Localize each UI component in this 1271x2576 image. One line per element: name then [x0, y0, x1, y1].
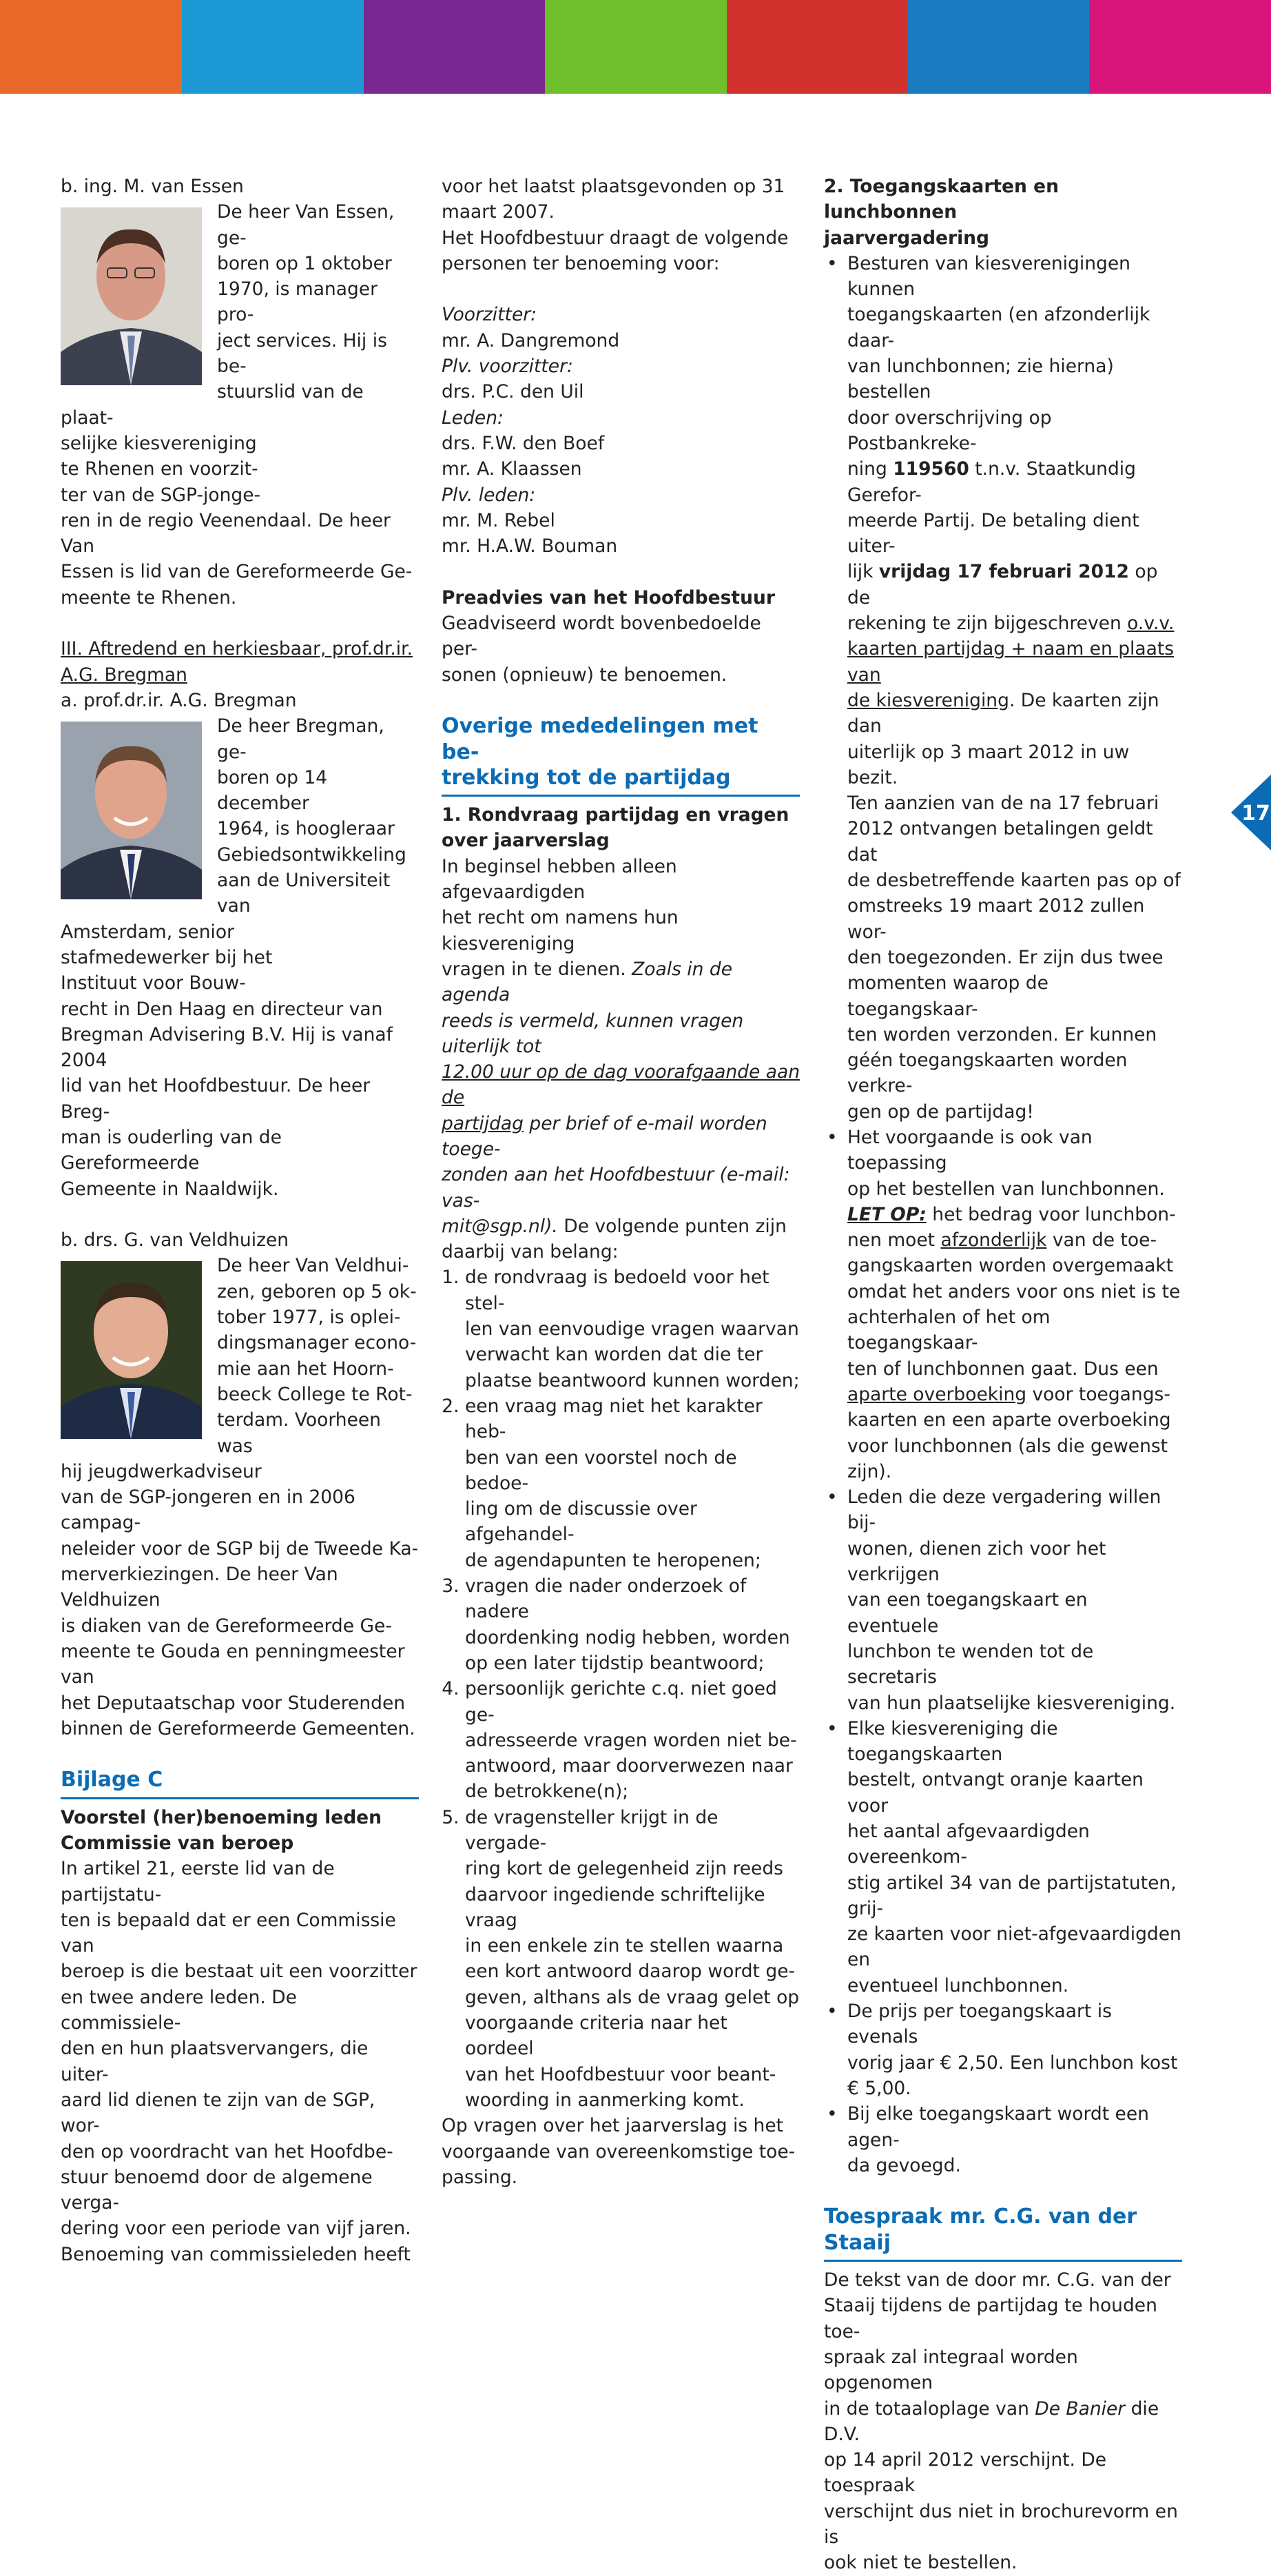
text-line: dingsmanager econo-: [217, 1332, 417, 1354]
text-run: lijk: [847, 561, 879, 583]
text-line: In beginsel hebben alleen afgevaardigden: [442, 855, 677, 903]
voorzitter-label: Voorzitter:: [442, 304, 537, 326]
color-bar-segment: [1089, 0, 1271, 94]
text-line: Benoeming van commissieleden heeft: [61, 2243, 411, 2265]
lid-name: mr. A. Klaassen: [442, 458, 582, 480]
text-line: meente te Gouda en penningmeester van: [61, 1640, 405, 1688]
page-number: 17: [1241, 801, 1270, 826]
text-line: voor het laatst plaatsgevonden op 31: [442, 176, 785, 197]
candidate-heading: b. drs. G. van Veldhuizen: [61, 1229, 289, 1251]
text-line: lid van het Hoofdbestuur. De heer Breg-: [61, 1075, 371, 1123]
portrait-van-veldhuizen: [61, 1261, 202, 1439]
text-line: • Bij elke toegangskaart wordt een agen-: [847, 2103, 1149, 2151]
page-number-tab: [1231, 775, 1271, 850]
text-line: 2012 ontvangen betalingen geldt dat: [847, 818, 1153, 866]
color-bar-segment: [908, 0, 1089, 94]
text-line: ling om de discussie over afgehandel-: [465, 1498, 697, 1546]
text-line: • Elke kiesvereniging die toegangskaarten: [847, 1717, 1058, 1766]
text-line: vorig jaar € 2,50. Een lunchbon kost: [847, 2052, 1178, 2074]
color-bar-segment: [727, 0, 908, 94]
text-line: verwacht kan worden dat die ter: [465, 1344, 763, 1366]
text-line: [824, 2396, 1182, 2448]
text-line: bestelt, ontvangt oranje kaarten voor: [847, 1769, 1144, 1817]
text-line: [847, 1382, 1182, 1407]
text-line: da gevoegd.: [847, 2154, 961, 2176]
text-line: Gemeente in Naaldwijk.: [61, 1178, 279, 1200]
text-line: ter van de SGP-jonge-: [61, 484, 261, 506]
text-line: ring kort de gelegenheid zijn reeds: [465, 1858, 783, 1880]
candidate-heading: a. prof.dr.ir. A.G. Bregman: [61, 689, 297, 711]
text-line: door overschrijving op Postbankreke-: [847, 407, 1052, 454]
text-line: Bregman Advisering B.V. Hij is vanaf 2004: [61, 1023, 393, 1072]
text-line: [847, 1202, 1182, 1227]
text-line: selijke kiesvereniging: [61, 432, 257, 454]
text-run: vragen in te dienen.: [442, 958, 632, 980]
text-line: [847, 688, 1182, 739]
text-line: [847, 611, 1182, 636]
text-line: 1. de rondvraag is bedoeld voor het stel-: [465, 1267, 769, 1314]
text-run: Zoals in de agenda: [442, 958, 732, 1006]
column-2: [442, 174, 800, 2190]
text-line: geven, althans als de vraag gelet op: [465, 1986, 800, 2008]
toegang-bullets: [824, 251, 1182, 2178]
plv-lid-name: mr. M. Rebel: [442, 509, 555, 531]
text-line: het recht om namens hun kiesvereniging: [442, 907, 679, 954]
color-bar-segment: [0, 0, 182, 94]
text-line: is diaken van de Gereformeerde Ge-: [61, 1615, 392, 1637]
overige-heading: Overige mededelingen met be-: [442, 714, 758, 764]
text-line: • De prijs per toegangskaart is evenals: [847, 2001, 1112, 2048]
text-line: Op vragen over het jaarverslag is het: [442, 2115, 784, 2137]
text-line: Geadviseerd wordt bovenbedoelde per-: [442, 613, 761, 660]
text-line: boren op 14 december: [217, 766, 328, 815]
text-line: 12.00 uur op de dag voorafgaande aan de: [442, 1061, 800, 1109]
list-item: [847, 251, 1182, 1125]
text-line: zijn).: [847, 1460, 892, 1482]
list-item: [847, 1484, 1182, 1716]
text-line: ook niet te bestellen.: [824, 2552, 1017, 2574]
plv-leden-label: Plv. leden:: [442, 484, 536, 506]
text-line: Instituut voor Bouw-: [61, 972, 246, 994]
text-line: van het Hoofdbestuur voor beant-: [465, 2063, 776, 2085]
section-heading-iii-name: A.G. Bregman: [61, 664, 187, 686]
text-line: daarbij van belang:: [442, 1241, 619, 1263]
text-line: de agendapunten te heropenen;: [465, 1549, 761, 1571]
text-line: Amsterdam, senior: [61, 921, 234, 943]
text-line: len van eenvoudige vragen waarvan: [465, 1318, 799, 1340]
leden-label: Leden:: [442, 407, 504, 429]
candidate-heading: b. ing. M. van Essen: [61, 176, 244, 197]
list-item: [465, 1805, 800, 2114]
text-line: géén toegangskaarten worden verkre-: [847, 1050, 1128, 1097]
text-line: merverkiezingen. De heer Van Veldhuizen: [61, 1564, 338, 1611]
text-line: 2. een vraag mag niet het karakter heb-: [465, 1395, 763, 1443]
text-line: 4. persoonlijk gerichte c.q. niet goed ge-: [465, 1678, 777, 1726]
text-line: voor lunchbonnen (als die gewenst: [847, 1435, 1168, 1457]
text-line: 1964, is hoogleraar: [217, 818, 395, 840]
text-line: voorgaande van overeenkomstige toe-: [442, 2140, 796, 2163]
lid-name: drs. F.W. den Boef: [442, 432, 605, 454]
color-bar: [0, 0, 1271, 94]
text-line: • Besturen van kiesverenigingen kunnen: [847, 252, 1130, 300]
color-bar-segment: [545, 0, 727, 94]
text-line: woording in aanmerking komt.: [465, 2089, 745, 2111]
text-line: • Het voorgaande is ook van toepassing: [847, 1126, 1093, 1174]
text-line: 1970, is manager pro-: [217, 278, 378, 326]
text-line: van de SGP-jongeren en in 2006 campag-: [61, 1486, 355, 1534]
list-item: [465, 1676, 800, 1804]
text-run: 119560: [893, 458, 969, 480]
text-line: beroep is die bestaat uit een voorzitter: [61, 1961, 417, 1983]
text-run: o.v.v.: [1127, 613, 1175, 635]
text-line: de desbetreffende kaarten pas op of: [847, 870, 1181, 892]
preadvies-heading: Preadvies van het Hoofdbestuur: [442, 586, 775, 609]
text-line: stuur benoemd door de algemene verga-: [61, 2166, 373, 2214]
rondvraag-heading-2: over jaarverslag: [442, 830, 610, 852]
text-line: een kort antwoord daarop wordt ge-: [465, 1961, 796, 1983]
text-line: ten worden verzonden. Er kunnen: [847, 1023, 1157, 1045]
text-line: [442, 1111, 800, 1163]
text-line: achterhalen of het om toegangskaar-: [847, 1307, 1051, 1354]
text-line: reeds is vermeld, kunnen vragen uiterlijk tot: [442, 1010, 744, 1057]
text-line: in een enkele zin te stellen waarna: [465, 1935, 784, 1957]
text-run: in de totaaloplage van: [824, 2398, 1035, 2420]
color-bar-segment: [182, 0, 364, 94]
text-line: op het bestellen van lunchbonnen.: [847, 1178, 1165, 1200]
list-item: [847, 1716, 1182, 1999]
list-item: [847, 1999, 1182, 2101]
heading-rule: [61, 1797, 419, 1799]
text-line: antwoord, maar doorverwezen naar: [465, 1755, 793, 1777]
list-item: [847, 1125, 1182, 1484]
text-run: mit@sgp.nl).: [442, 1215, 558, 1237]
voorstel-heading-2: Commissie van beroep: [61, 1832, 294, 1854]
plv-voorzitter-label: Plv. voorzitter:: [442, 356, 573, 378]
text-line: het aantal afgevaardigden overeenkom-: [847, 1821, 1090, 1868]
text-line: [442, 1214, 800, 1239]
text-line: aan de Universiteit van: [217, 870, 391, 917]
text-line: wonen, dienen zich voor het verkrijgen: [847, 1537, 1106, 1586]
text-line: boren op 1 oktober: [217, 252, 392, 274]
text-line: den op voordracht van het Hoofdbe-: [61, 2140, 393, 2163]
text-line: ren in de regio Veenendaal. De heer Van: [61, 509, 391, 558]
overige-heading-2: trekking tot de partijdag: [442, 765, 731, 790]
text-run: per brief of e-mail worden toege-: [442, 1112, 767, 1160]
heading-rule: [442, 795, 800, 797]
text-line: kaarten partijdag + naam en plaats van: [847, 638, 1175, 686]
plv-voorzitter-name: drs. P.C. den Uil: [442, 381, 584, 403]
text-line: dering voor een periode van vijf jaren.: [61, 2218, 411, 2240]
text-line: tober 1977, is oplei-: [217, 1307, 401, 1329]
text-line: verschijnt dus niet in brochurevorm en is: [824, 2500, 1178, 2548]
text-run: De volgende punten zijn: [557, 1215, 787, 1237]
text-line: momenten waarop de toegangskaar-: [847, 972, 1048, 1020]
toespraak-heading-2: Staaij: [824, 2230, 891, 2255]
text-line: het Deputaatschap voor Studerenden: [61, 1692, 406, 1714]
text-run: rekening te zijn bijgeschreven: [847, 613, 1128, 635]
text-line: hij jeugdwerkadviseur: [61, 1460, 262, 1482]
text-line: • Leden die deze vergadering willen bij-: [847, 1486, 1161, 1534]
rondvraag-points: [442, 1265, 800, 2113]
text-line: ten is bepaald dat er een Commissie van: [61, 1909, 396, 1957]
text-line: Het Hoofdbestuur draagt de volgende: [442, 227, 789, 249]
text-line: De heer Van Veldhui-: [217, 1255, 409, 1277]
text-line: uiterlijk op 3 maart 2012 in uw bezit.: [847, 741, 1130, 788]
text-line: adresseerde vragen worden niet be-: [465, 1729, 797, 1751]
text-line: man is ouderling van de Gereformeerde: [61, 1126, 282, 1174]
toegang-heading-2: jaarvergadering: [824, 227, 990, 249]
text-line: meerde Partij. De betaling dient uiter-: [847, 509, 1139, 558]
text-line: Ten aanzien van de na 17 februari: [847, 793, 1159, 815]
text-line: In artikel 21, eerste lid van de partijstatu-: [61, 1858, 335, 1905]
toegang-heading: 2. Toegangskaarten en lunchbonnen: [824, 176, 1059, 223]
text-line: De tekst van de door mr. C.G. van der: [824, 2269, 1171, 2291]
text-run: aparte overboeking: [847, 1383, 1027, 1405]
text-run: van de toe-: [1046, 1229, 1157, 1251]
text-line: meente te Rhenen.: [61, 586, 237, 609]
list-item: [465, 1393, 800, 1573]
text-line: kaarten en een aparte overboeking: [847, 1409, 1171, 1431]
text-run: t.n.v. Staatkundig Gerefor-: [847, 458, 1136, 506]
text-run: voor toegangs-: [1026, 1383, 1170, 1405]
text-run: die D.V.: [824, 2398, 1159, 2445]
text-line: lunchbon te wenden tot de secretaris: [847, 1640, 1094, 1688]
text-line: doordenking nodig hebben, worden: [465, 1626, 790, 1648]
text-line: gen op de partijdag!: [847, 1101, 1034, 1123]
text-line: terdam. Voorheen was: [217, 1409, 381, 1457]
text-line: omstreeks 19 maart 2012 zullen wor-: [847, 895, 1145, 943]
text-line: € 5,00.: [847, 2077, 911, 2099]
toespraak-heading: Toespraak mr. C.G. van der: [824, 2205, 1137, 2229]
column-3: [824, 174, 1182, 2576]
text-line: spraak zal integraal worden opgenomen: [824, 2346, 1078, 2394]
text-line: neleider voor de SGP bij de Tweede Ka-: [61, 1537, 419, 1560]
text-line: plaatse beantwoord kunnen worden;: [465, 1369, 800, 1391]
text-line: 3. vragen die nader onderzoek of nadere: [465, 1575, 747, 1623]
list-item: [465, 1265, 800, 1393]
text-line: op een later tijdstip beantwoord;: [465, 1652, 765, 1674]
text-line: ze kaarten voor niet-afgevaardigden en: [847, 1923, 1181, 1971]
text-line: ben van een voorstel noch de bedoe-: [465, 1447, 737, 1494]
text-line: [847, 1227, 1182, 1253]
list-item: [465, 1573, 800, 1676]
text-run: vrijdag 17 februari 2012: [878, 561, 1129, 583]
text-line: toegangskaarten (en afzonderlijk daar-: [847, 304, 1150, 351]
text-line: Essen is lid van de Gereformeerde Ge-: [61, 561, 413, 583]
text-line: [442, 957, 800, 1008]
text-line: omdat het anders voor ons niet is te: [847, 1280, 1181, 1302]
rondvraag-heading: 1. Rondvraag partijdag en vragen: [442, 804, 789, 826]
text-line: op 14 april 2012 verschijnt. De toespraak: [824, 2449, 1107, 2497]
text-run: afzonderlijk: [940, 1229, 1047, 1251]
text-line: van een toegangskaart en eventuele: [847, 1589, 1088, 1637]
text-line: eventueel lunchbonnen.: [847, 1974, 1069, 1996]
text-line: van lunchbonnen; zie hierna) bestellen: [847, 356, 1114, 403]
bijlage-heading: Bijlage C: [61, 1768, 163, 1792]
text-run: . De kaarten zijn dan: [847, 689, 1159, 737]
text-line: Gebiedsontwikkeling: [217, 844, 406, 866]
text-line: stuurslid van de plaat-: [61, 381, 364, 429]
text-line: ject services. Hij is be-: [217, 329, 387, 378]
text-line: [847, 559, 1182, 611]
text-line: de betrokkene(n);: [465, 1781, 629, 1803]
text-line: en twee andere leden. De commissiele-: [61, 1986, 297, 2034]
text-line: stafmedewerker bij het: [61, 946, 273, 968]
text-line: stig artikel 34 van de partijstatuten, grij-: [847, 1872, 1177, 1919]
text-line: ten of lunchbonnen gaat. Dus een: [847, 1358, 1159, 1380]
color-bar-segment: [364, 0, 545, 94]
text-line: den en hun plaatsvervangers, die uiter-: [61, 2038, 369, 2085]
text-line: van hun plaatselijke kiesvereniging.: [847, 1692, 1176, 1714]
text-run: partijdag: [442, 1112, 524, 1134]
text-run: nen moet: [847, 1229, 941, 1251]
text-line: passing.: [442, 2166, 518, 2188]
text-run: LET OP:: [847, 1203, 927, 1225]
text-line: den toegezonden. Er zijn dus twee: [847, 946, 1164, 968]
text-line: sonen (opnieuw) te benoemen.: [442, 664, 727, 686]
text-run: op de: [847, 561, 1158, 609]
text-run: De Banier: [1035, 2398, 1126, 2420]
portrait-van-essen: [61, 207, 202, 385]
voorstel-heading: Voorstel (her)benoeming leden: [61, 1806, 382, 1828]
text-line: maart 2007.: [442, 201, 555, 223]
text-line: binnen de Gereformeerde Gemeenten.: [61, 1717, 415, 1739]
text-line: daarvoor ingediende schriftelijke vraag: [465, 1883, 765, 1931]
text-line: zonden aan het Hoofdbestuur (e-mail: vas-: [442, 1164, 790, 1212]
voorzitter-name: mr. A. Dangremond: [442, 329, 620, 351]
text-line: 5. de vragensteller krijgt in de vergade-: [465, 1806, 719, 1854]
text-run: de kiesvereniging: [847, 689, 1009, 711]
text-line: mie aan het Hoorn-: [217, 1358, 394, 1380]
heading-rule: [824, 2260, 1182, 2262]
text-line: De heer Bregman, ge-: [217, 715, 384, 763]
text-line: voorgaande criteria naar het oordeel: [465, 2012, 727, 2060]
text-line: gangskaarten worden overgemaakt: [847, 1255, 1174, 1277]
list-item: [847, 2101, 1182, 2178]
column-1: [61, 174, 419, 2267]
text-line: De heer Van Essen, ge-: [217, 201, 395, 249]
text-line: Staaij tijdens de partijdag te houden toe-: [824, 2295, 1157, 2342]
portrait-bregman: [61, 722, 202, 899]
text-line: [847, 456, 1182, 508]
text-line: te Rhenen en voorzit-: [61, 458, 258, 480]
text-line: beeck College te Rot-: [217, 1383, 413, 1405]
section-heading-iii: III. Aftredend en herkiesbaar, prof.dr.ir.: [61, 638, 413, 660]
text-line: aard lid dienen te zijn van de SGP, wor-: [61, 2089, 375, 2137]
text-run: ning: [847, 458, 893, 480]
text-line: recht in Den Haag en directeur van: [61, 998, 383, 1020]
text-line: personen ter benoeming voor:: [442, 252, 720, 274]
plv-lid-name: mr. H.A.W. Bouman: [442, 535, 618, 558]
text-line: zen, geboren op 5 ok-: [217, 1280, 417, 1302]
text-run: het bedrag voor lunchbon-: [926, 1203, 1176, 1225]
